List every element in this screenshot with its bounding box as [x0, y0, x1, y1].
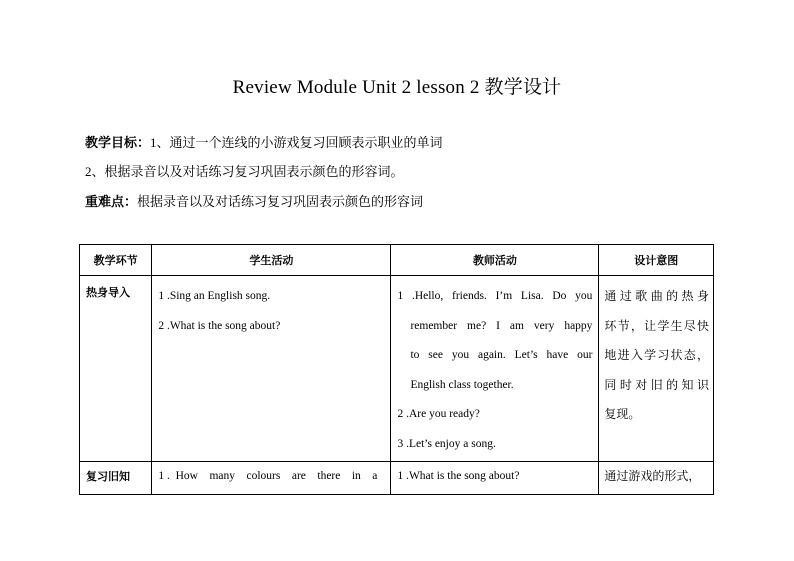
header-student-activity: 学生活动: [152, 245, 391, 276]
teacher-activity-item: 3 .Let’s enjoy a song.: [397, 437, 496, 450]
lesson-plan-table: [79, 244, 714, 495]
page-title: Review Module Unit 2 lesson 2 教学设计: [232, 77, 562, 98]
table-header-row: [80, 245, 714, 276]
key-difficulty: [85, 191, 423, 210]
teacher-activity-item: 2 .Are you ready?: [397, 408, 480, 420]
header-stage: 教学环节: [80, 245, 152, 276]
design-intent-line: 复现。: [604, 407, 641, 421]
student-activity-item: 1 . How many colours are there in a: [158, 470, 378, 482]
design-intent-line: 同时对旧的知识: [604, 377, 709, 392]
design-intent-line: 地进入学习状态，: [604, 348, 709, 362]
teacher-activity-line: 1 .Hello, friends. I’m Lisa. Do you: [397, 290, 593, 302]
header-teacher-activity: 教师活动: [391, 245, 599, 276]
teacher-activity-line: remember me? I am very happy: [410, 319, 593, 332]
key-difficulty-text: 根据录音以及对话练习复习巩固表示颜色的形容词: [137, 194, 424, 209]
student-activity-item: 2 .What is the song about?: [158, 319, 281, 332]
table-row: [80, 276, 714, 462]
design-intent-line: 环节，让学生尽快: [604, 318, 709, 333]
teacher-activity-line: English class together.: [410, 378, 514, 391]
stage-cell: 复习旧知: [80, 462, 152, 495]
teacher-activity-cell: [391, 462, 599, 495]
stage-cell: 热身导入: [80, 276, 152, 462]
design-intent-line: 通过歌曲的热身: [604, 289, 709, 303]
table-row: [80, 462, 714, 495]
teacher-activity-item: 1 .What is the song about?: [397, 470, 520, 482]
objective-1-text: 1、通过一个连线的小游戏复习回顾表示职业的单词: [150, 135, 443, 150]
student-activity-item: 1 .Sing an English song.: [158, 290, 271, 302]
objective-2: 2、根据录音以及对话练习复习巩固表示颜色的形容词。: [85, 164, 404, 179]
objective-1: [85, 132, 443, 151]
teacher-activity-line: to see you again. Let’s have our: [410, 349, 593, 361]
design-intent-cell: [599, 276, 714, 462]
objectives-label: 教学目标：: [85, 135, 151, 150]
student-activity-cell: [152, 462, 391, 495]
design-intent-cell: [599, 462, 714, 495]
design-intent-line: 通过游戏的形式，: [604, 469, 701, 483]
teacher-activity-cell: [391, 276, 599, 462]
header-design-intent: 设计意图: [599, 245, 714, 276]
student-activity-cell: [152, 276, 391, 462]
key-difficulty-label: 重难点：: [85, 194, 138, 209]
